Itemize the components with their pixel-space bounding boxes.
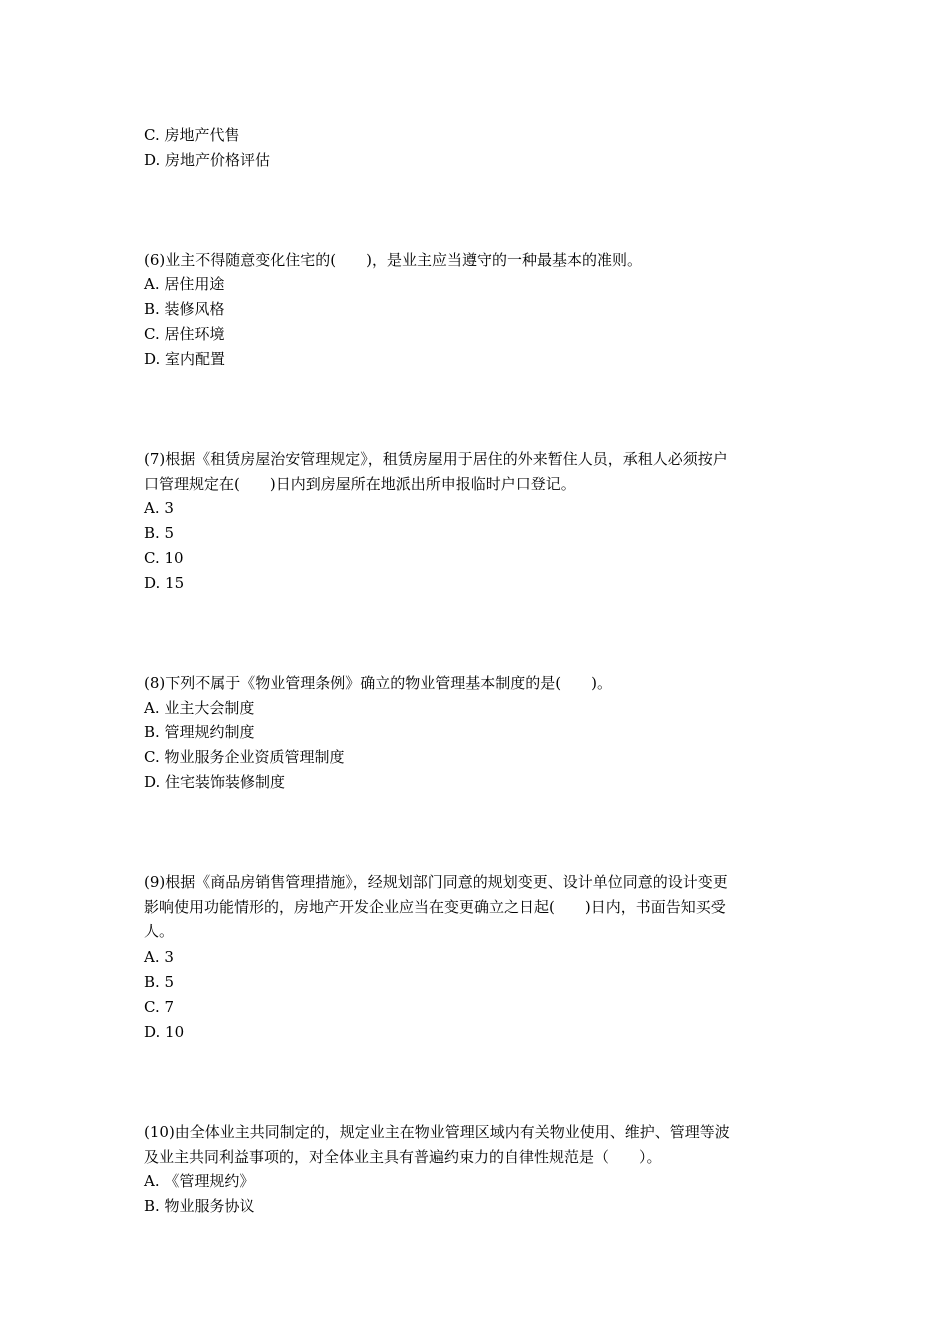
option-c: C. 居住环境 bbox=[144, 325, 225, 343]
question-stem: (8)下列不属于《物业管理条例》确立的物业管理基本制度的是( )。 bbox=[144, 674, 612, 692]
option-b: B. 管理规约制度 bbox=[144, 723, 255, 741]
question-stem: (10)由全体业主共同制定的，规定业主在物业管理区域内有关物业使用、维护、管理等波 及业主共同利益事项的，对全体业主具有普遍约束力的自律性规范是（ ）。 bbox=[144, 1123, 730, 1166]
question-stem: (6)业主不得随意变化住宅的( )，是业主应当遵守的一种最基本的准则。 bbox=[144, 251, 642, 269]
option-d: D. 10 bbox=[144, 1023, 185, 1041]
option-c: C. 房地产代售 bbox=[144, 126, 240, 144]
option-d: D. 15 bbox=[144, 574, 185, 592]
option-b: B. 5 bbox=[144, 973, 175, 991]
question-stem: (7)根据《租赁房屋治安管理规定》，租赁房屋用于居住的外来暂住人员，承租人必须按户 口管理规定在( )日内到房屋所在地派出所申报临时户口登记。 bbox=[144, 450, 728, 493]
option-d: D. 房地产价格评估 bbox=[144, 151, 271, 169]
option-a: A. 《管理规约》 bbox=[144, 1172, 255, 1190]
option-c: C. 10 bbox=[144, 549, 184, 567]
option-a: A. 3 bbox=[144, 948, 174, 966]
option-c: C. 7 bbox=[144, 998, 175, 1016]
option-b: B. 装修风格 bbox=[144, 300, 225, 318]
option-a: A. 3 bbox=[144, 499, 174, 517]
option-a: A. 居住用途 bbox=[144, 275, 225, 293]
option-d: D. 室内配置 bbox=[144, 350, 226, 368]
question-stem: (9)根据《商品房销售管理措施》，经规划部门同意的规划变更、设计单位同意的设计变更 影响使用功能情形的，房地产开发企业应当在变更确立之日起( )日内，书面告知买受 人。 bbox=[144, 873, 728, 940]
option-b: B. 物业服务协议 bbox=[144, 1197, 255, 1215]
option-d: D. 住宅装饰装修制度 bbox=[144, 773, 286, 791]
option-a: A. 业主大会制度 bbox=[144, 699, 255, 717]
option-c: C. 物业服务企业资质管理制度 bbox=[144, 748, 345, 766]
option-b: B. 5 bbox=[144, 524, 175, 542]
